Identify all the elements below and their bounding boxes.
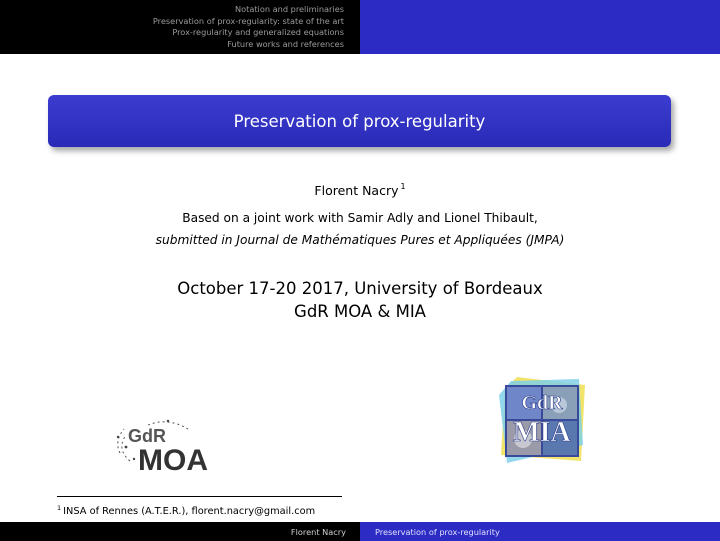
moa-logo-top-text: GdR xyxy=(128,426,166,446)
event-date: October 17-20 2017, University of Bordeaux xyxy=(177,279,543,298)
gdr-mia-logo xyxy=(497,375,587,465)
nav-item-generalized-equations[interactable]: Prox-regularity and generalized equations xyxy=(172,27,344,37)
slide-title: Preservation of prox-regularity xyxy=(233,111,486,131)
author-footnote-mark: 1 xyxy=(400,182,406,191)
mia-logo-top-text: GdR xyxy=(521,392,563,414)
section-nav xyxy=(0,0,360,54)
author-name: Florent Nacry xyxy=(314,183,399,198)
footnote xyxy=(57,504,315,517)
footline-title: Preservation of prox-regularity xyxy=(360,522,720,541)
footline-bar xyxy=(0,522,720,541)
nav-item-future-works[interactable]: Future works and references xyxy=(227,38,344,49)
headline-blue-panel xyxy=(360,0,720,54)
nav-item-notation[interactable]: Notation and preliminaries xyxy=(234,4,344,14)
gdr-moa-logo xyxy=(108,415,238,475)
event-group: GdR MOA & MIA xyxy=(294,302,426,321)
footnote-text: INSA of Rennes (A.T.E.R.), florent.nacry@gmail.com xyxy=(63,506,316,517)
footnote-rule xyxy=(57,496,342,497)
headline-bar xyxy=(0,0,720,54)
title-box xyxy=(48,95,671,147)
collaboration-line: Based on a joint work with Samir Adly and Lionel Thibault, xyxy=(182,211,538,225)
footline-author: Florent Nacry xyxy=(0,522,360,541)
footnote-mark: 1 xyxy=(57,504,62,512)
moa-logo-main-text: MOA xyxy=(138,444,208,475)
nav-item-state-of-art[interactable]: Preservation of prox-regularity: state of the art xyxy=(152,15,344,26)
journal-line: submitted in Journal de Mathématiques Pures et Appliquées (JMPA) xyxy=(155,233,565,247)
mia-logo-main-text: MIA xyxy=(513,417,571,448)
author-line xyxy=(0,182,720,198)
